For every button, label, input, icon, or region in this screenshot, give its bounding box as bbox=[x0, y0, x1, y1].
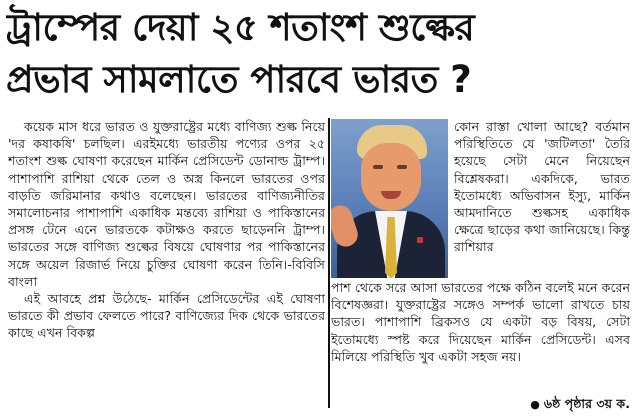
headline-line-2: প্রভাব সামলাতে পারবে ভারত ? bbox=[6, 58, 472, 101]
continuation-note bbox=[460, 395, 630, 414]
article-column-right-top bbox=[454, 118, 630, 278]
portrait-photo bbox=[331, 119, 448, 278]
continuation-text: ৬ষ্ঠ পৃষ্ঠার ৩য় ক. bbox=[543, 396, 630, 411]
article-column-left bbox=[8, 118, 325, 412]
headline bbox=[6, 2, 628, 106]
paragraph: এই আবহে প্রশ্ন উঠেছে- মার্কিন প্রেসিডেন্টের এই ঘোষণা ভারতে কী প্রভাব ফেলতে পারে? বাণিজ্যের দিক থেকে ভারতের কাছে এখন বিকল্প bbox=[8, 291, 325, 341]
bullet-icon: ● bbox=[530, 398, 540, 411]
paragraph: পাশ থেকে সরে আসা ভারতের পক্ষে কঠিন বলেই মনে করেন বিশেষজ্ঞরা। যুক্তরাষ্ট্রের সঙ্গেও সম্পর্ক ভালো রাখতে চায় ভারত। পাশাপাশি ব্রিকসও যে একটা বড় বিষয়, সেটা ইতোমধ্যে স্পষ্ট করে দিয়েছেন মার্কিন প্রেসিডেন্ট। এসব মিলিয়ে পরিস্থিতি খুব একটা সহজ নয়। bbox=[331, 280, 630, 364]
headline-line-1: ট্রাম্পের দেয়া ২৫ শতাংশ শুল্কের bbox=[6, 6, 475, 49]
article-column-right-bottom bbox=[331, 279, 630, 395]
column-divider bbox=[328, 118, 330, 408]
paragraph: কোন রাস্তা খোলা আছে? বর্তমান পরিস্থিতিতে যে 'জটিলতা' তৈরি হয়েছে সেটা মেনে নিয়েছেন বিশ্লেষকরা। একদিকে, ভারত ইতোমধ্যে অভিবাসন ইস্যু, মার্কিন আমদানিতে শুল্কসহ একাধিক ক্ষেত্রে ছাড়ের কথা জানিয়েছে। কিন্তু রাশিয়ার bbox=[454, 119, 630, 255]
paragraph: কয়েক মাস ধরে ভারত ও যুক্তরাষ্ট্রের মধ্যে বাণিজ্য শুল্ক নিয়ে 'দর কষাকষি' চলছিল। এরইমধ্যে ভারতীয় পণ্যের ওপর ২৫ শতাংশ শুল্ক ঘোষণা করেছেন মার্কিন প্রেসিডেন্ট ডোনাল্ড ট্রাম্প। পাশাপাশি রাশিয়া থেকে তেল ও অস্ত্র কিনলে ভারতের ওপর বাড়তি জরিমানার কথাও বলেছেন। ভারতের বাণিজ্যনীতির সমালোচনার পাশাপাশি একাধিক মন্তব্যে রাশিয়া ও পাকিস্তানের প্রসঙ্গ টেনে এনে ভারতকে কটাক্ষও করতে ছাড়েননি ট্রাম্প। ভারতের সঙ্গে বাণিজ্য শুল্কের বিষয়ে ঘোষণার পর পাকিস্তানের সঙ্গে অয়েল রিজার্ভ নিয়ে চুক্তির ঘোষণা করেন তিনি।-বিবিসি বাংলা bbox=[8, 119, 325, 289]
